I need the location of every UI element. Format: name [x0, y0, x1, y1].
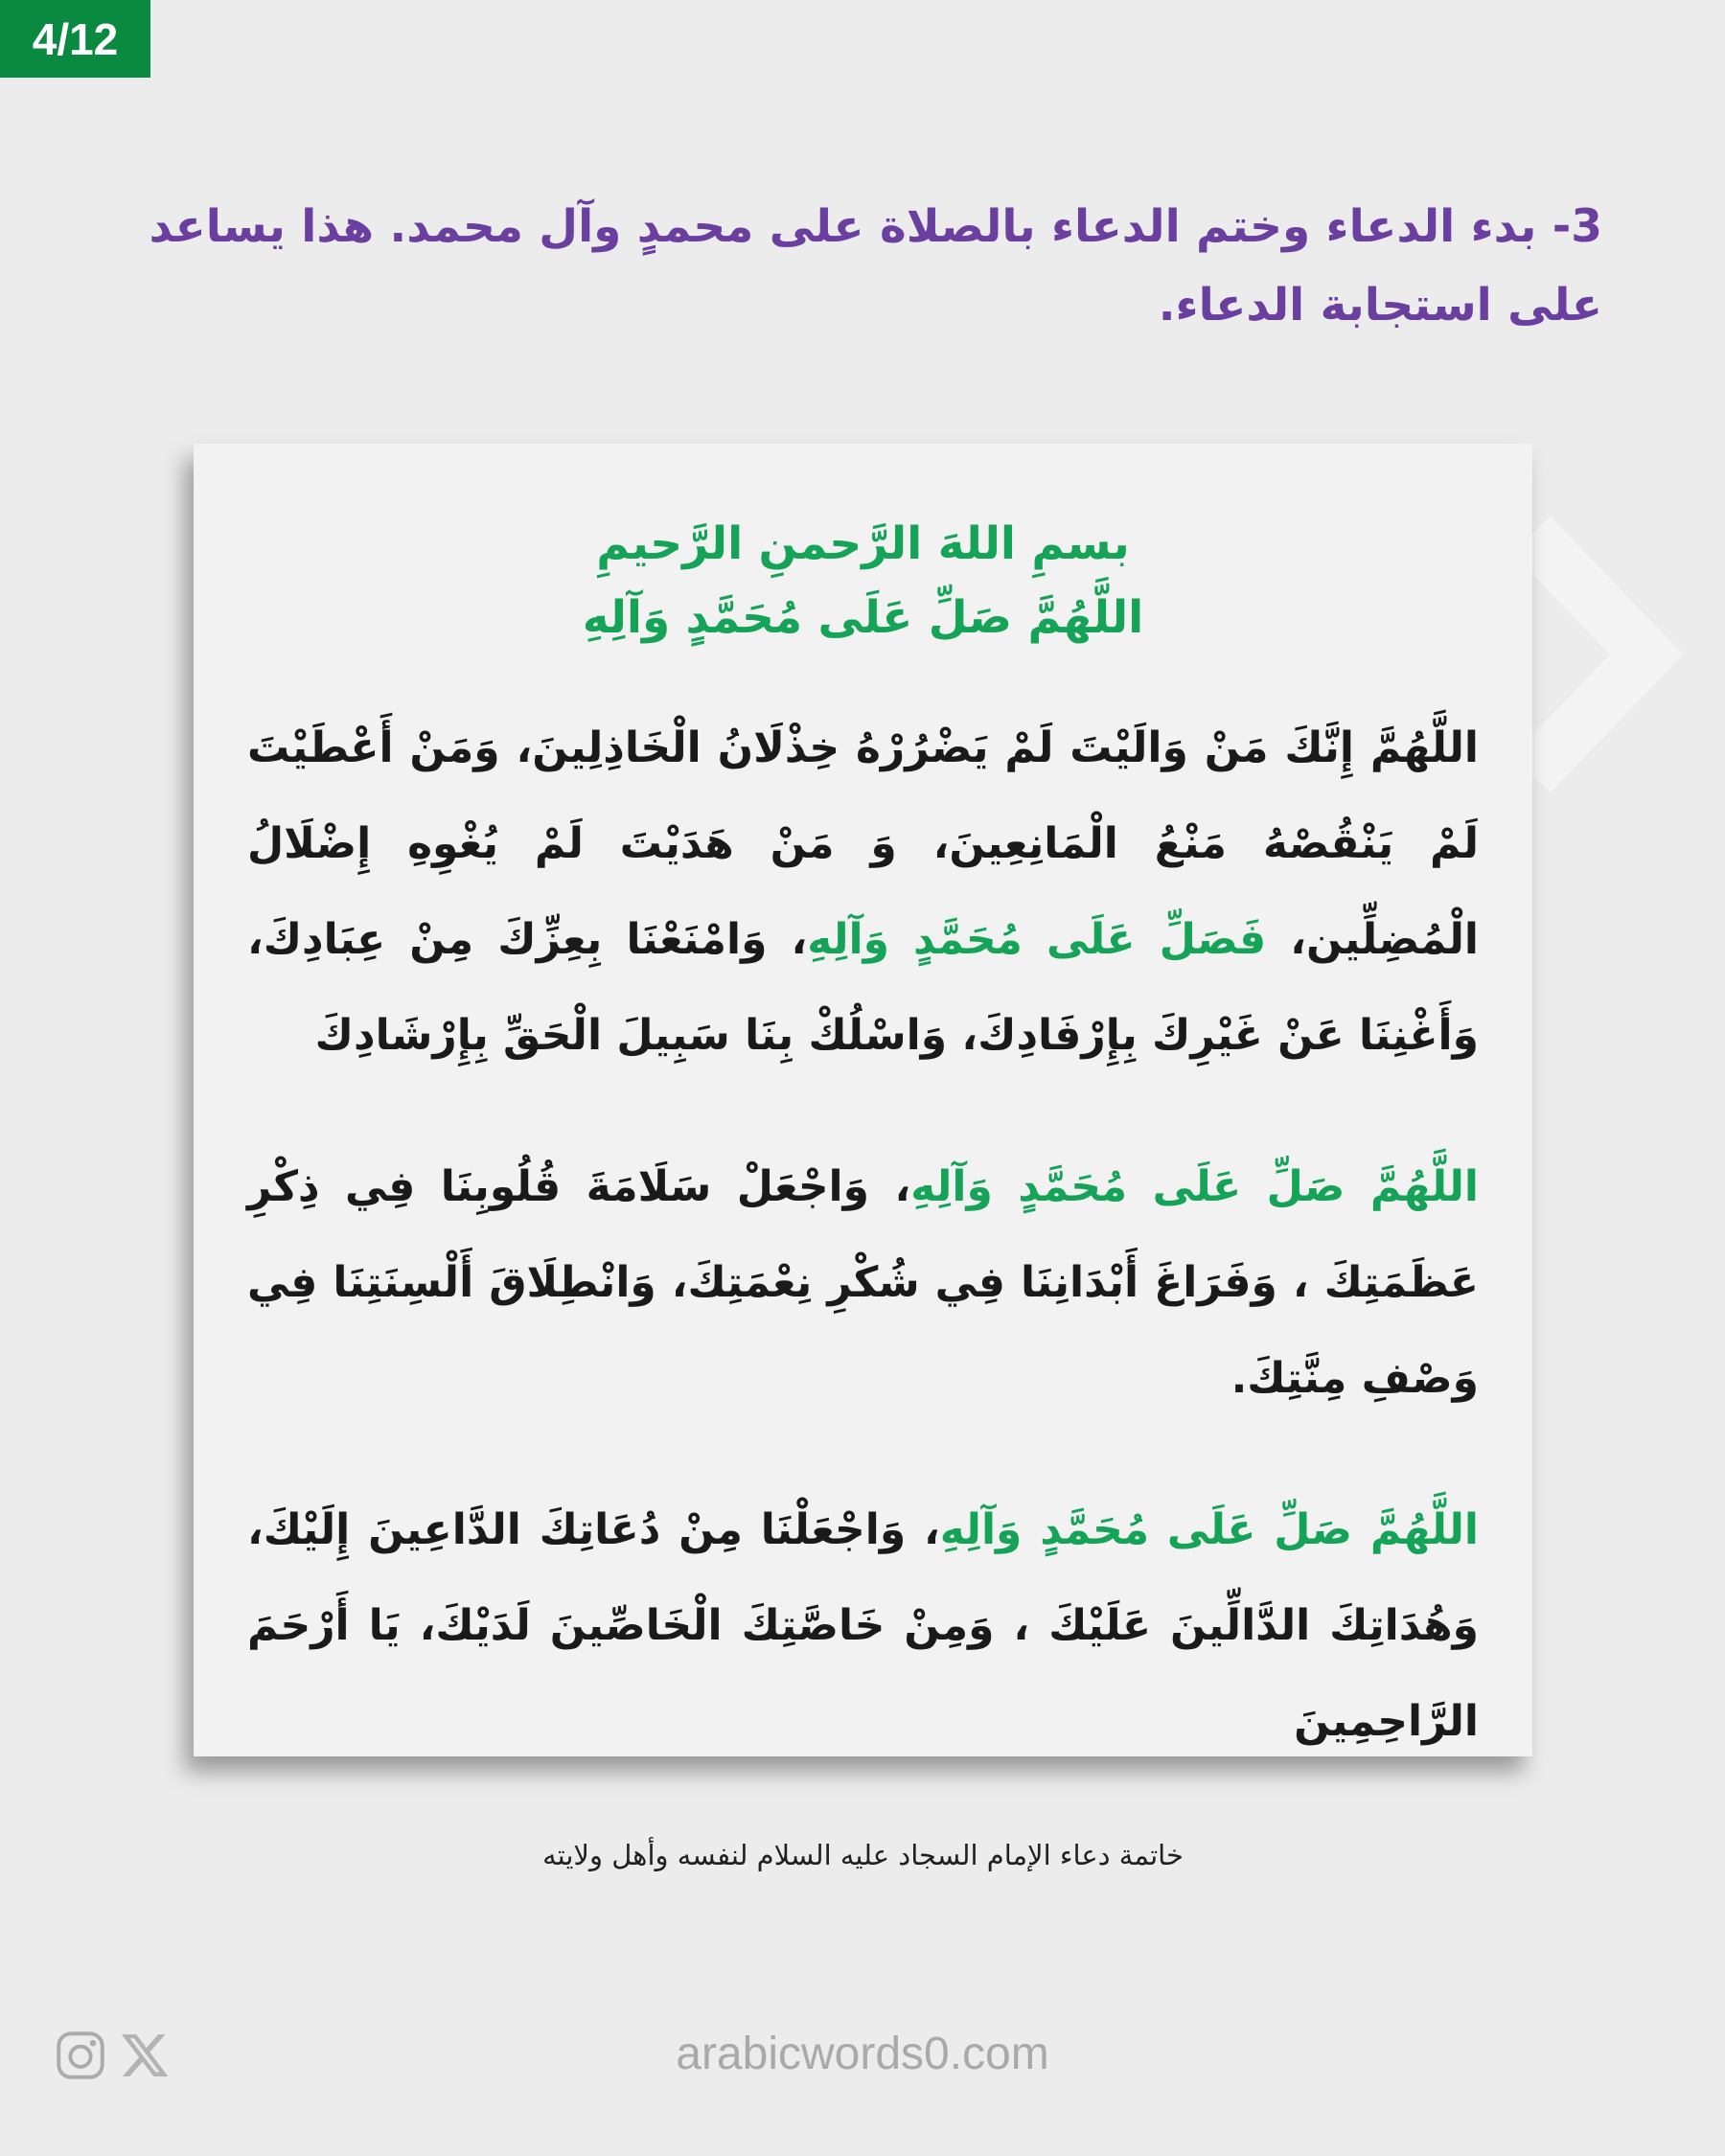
salawat-title-line: اللَّهُمَّ صَلِّ عَلَى مُحَمَّدٍ وَآلِهِ: [582, 591, 1144, 644]
dua-text-segment-highlight: اللَّهُمَّ صَلِّ عَلَى مُحَمَّدٍ وَآلِهِ: [939, 1505, 1479, 1554]
dua-text-segment: ، وَامْنَعْنَا بِعِزِّكَ مِنْ عِبَادِكَ، وَأَغْنِنَا عَنْ غَيْرِكَ بِإِرْفَادِكَ، وَاسْلُكْ بِنَا سَبِيلَ الْحَقِّ بِإِرْشَادِكَ: [247, 915, 1479, 1060]
dua-paragraph: [247, 1482, 1479, 1770]
dua-text-segment: اللَّهُمَّ إِنَّكَ مَنْ وَالَيْتَ لَمْ يَضْرُرْهُ خِذْلَانُ الْخَاذِلِينَ، وَمَنْ أَعْطَيْتَ لَمْ يَنْقُصْهُ مَنْعُ الْمَانِعِينَ، وَ مَنْ هَدَيْتَ لَمْ يُغْوِهِ إِضْلَالُ الْمُضِلِّين،: [247, 723, 1479, 964]
dua-text-segment: ، وَاجْعَلْنَا مِنْ دُعَاتِكَ الدَّاعِينَ إِلَيْكَ، وَهُدَاتِكَ الدَّالِّينَ عَلَيْكَ ، وَمِنْ خَاصَّتِكَ الْخَاصِّينَ لَدَيْكَ، يَا أَرْحَمَ الرَّاحِمِينَ: [247, 1505, 1479, 1746]
dua-text-segment-highlight: اللَّهُمَّ صَلِّ عَلَى مُحَمَّدٍ وَآلِهِ: [910, 1162, 1480, 1211]
dua-card: [194, 444, 1532, 1871]
dua-text-segment-highlight: فَصَلِّ عَلَى مُحَمَّدٍ وَآلِهِ: [807, 915, 1267, 964]
page-counter-badge: [0, 0, 150, 78]
dua-paragraph: [247, 1139, 1479, 1427]
lesson-heading: 3- بدء الدعاء وختم الدعاء بالصلاة على محمدٍ وآل محمد. هذا يساعد على استجابة الدعاء.: [149, 200, 1602, 333]
dua-source-caption: خاتمة دعاء الإمام السجاد عليه السلام لنفسه وأهل ولايته: [542, 1839, 1184, 1871]
basmala-line: بسمِ اللهَ الرَّحمنِ الرَّحيمِ: [596, 517, 1130, 570]
website-domain: arabicwords0.com: [676, 2029, 1049, 2079]
dua-paragraph: [247, 700, 1479, 1084]
dua-text-segment: ، وَاجْعَلْ سَلَامَةَ قُلُوبِنَا فِي ذِكْرِ عَظَمَتِكَ ، وَفَرَاغَ أَبْدَانِنَا فِي شُكْرِ نِعْمَتِكَ، وَانْطِلَاقَ أَلْسِنَتِنَا فِي وَصْفِ مِنَّتِكَ.: [247, 1162, 1479, 1403]
page-counter-label: 4/12: [32, 13, 119, 64]
